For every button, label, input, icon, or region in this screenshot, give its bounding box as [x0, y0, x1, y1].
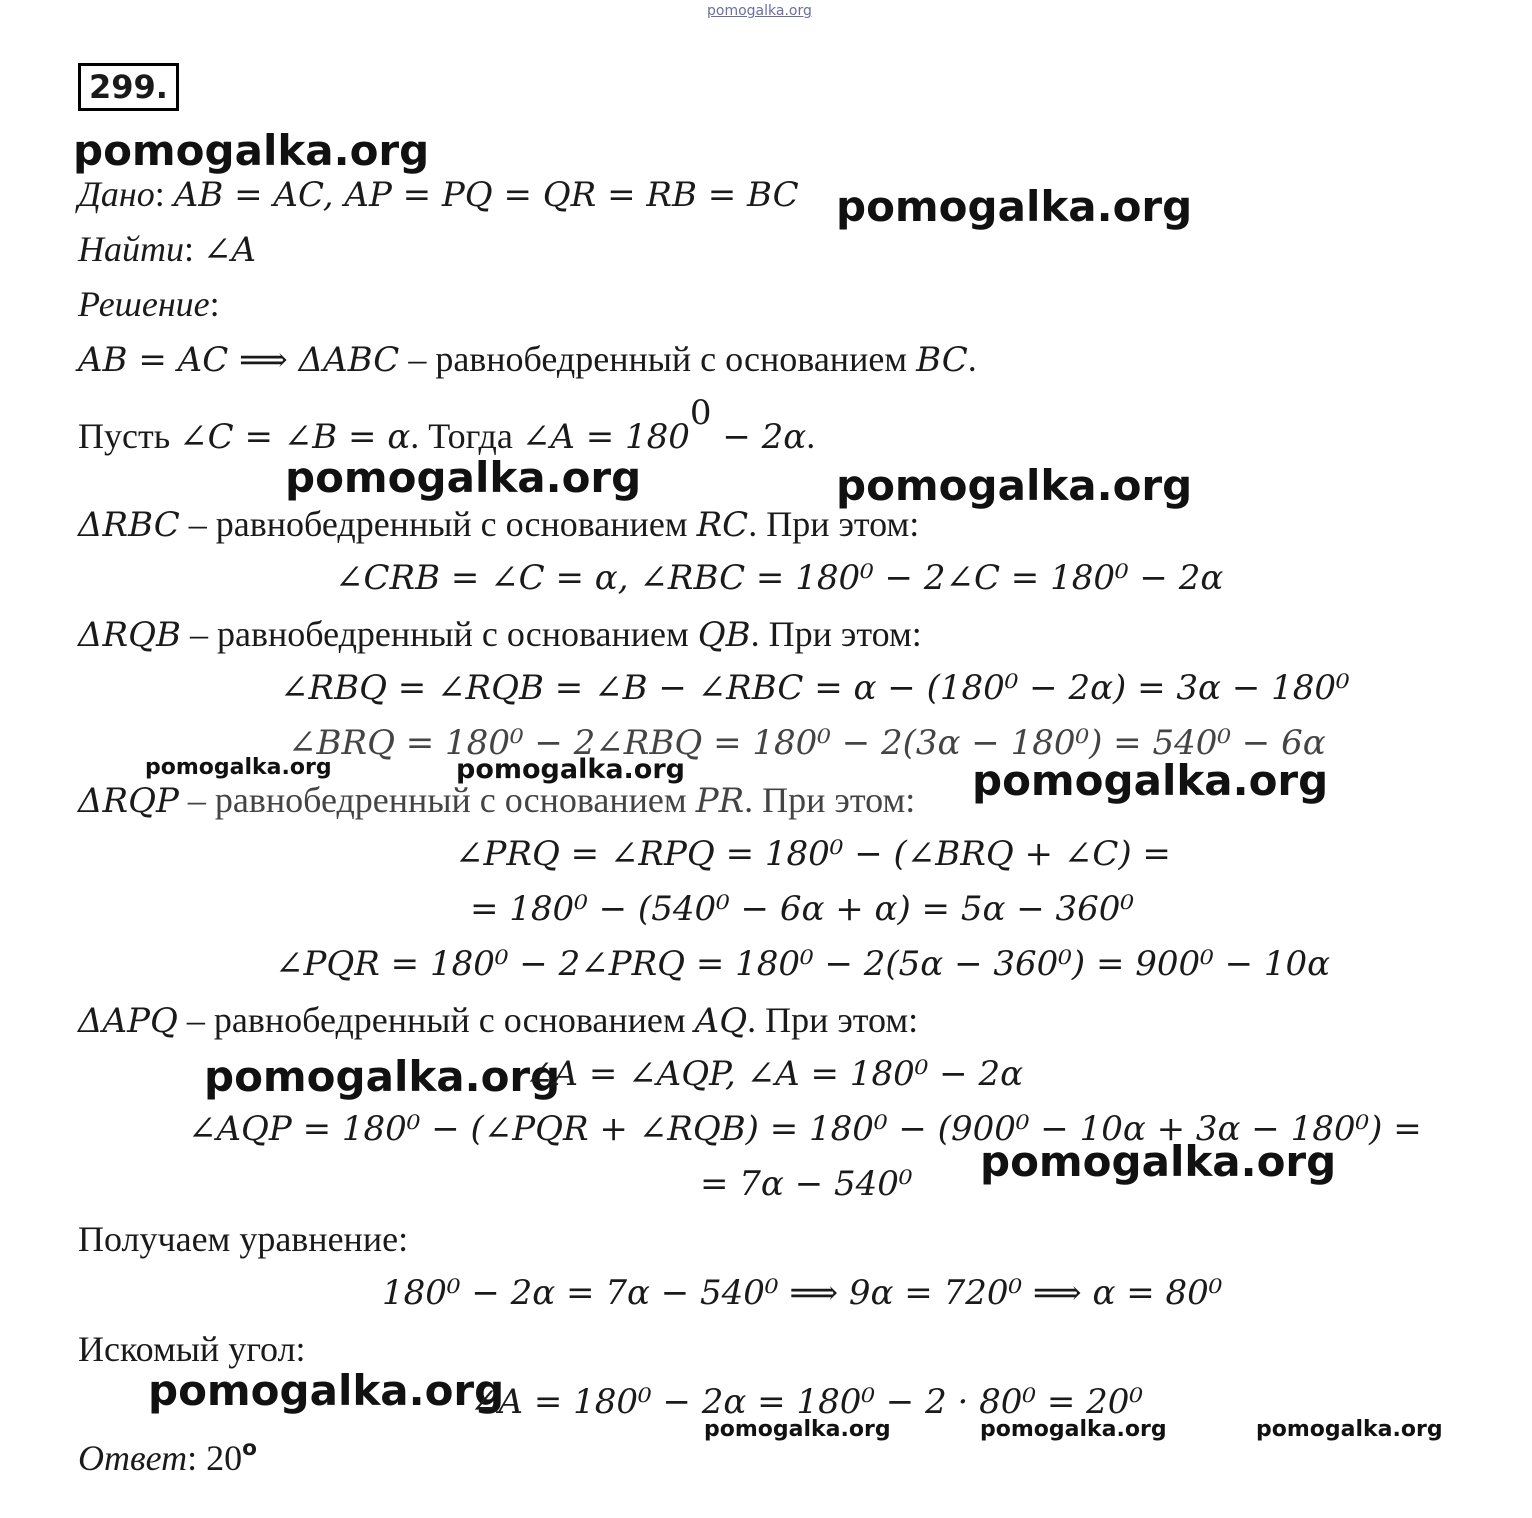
find-colon: :: [184, 229, 195, 269]
equation-9: = 7α − 540⁰: [700, 1164, 913, 1204]
find-line: [78, 229, 257, 270]
watermark: pomogalka.org: [1256, 1417, 1443, 1442]
rbc-base: RC: [696, 505, 749, 545]
solution-line: [78, 286, 220, 322]
answer-value: 20: [206, 1438, 243, 1478]
given-expr: AB = AC, AP = PQ = QR = RB = BC: [173, 175, 799, 215]
rbc-end: . При этом:: [748, 504, 920, 544]
apq-base: AQ: [694, 1001, 748, 1041]
equation-7: ∠A = ∠AQP, ∠A = 180⁰ − 2α: [525, 1054, 1024, 1094]
let-m1: ∠C = ∠B = α: [179, 416, 411, 457]
apq-math: ΔAPQ: [78, 1001, 178, 1041]
find-expr: ∠A: [203, 230, 257, 270]
abc-math: AB = AC ⟹ ΔABC: [78, 340, 400, 380]
equation-5: = 180⁰ − (540⁰ − 6α + α) = 5α − 360⁰: [470, 889, 1135, 929]
given-line: [78, 174, 799, 215]
rbc-line: [78, 504, 920, 545]
apq-end: . При этом:: [747, 1000, 919, 1040]
let-t1: Пусть: [78, 415, 180, 456]
watermark: pomogalka.org: [285, 453, 642, 502]
equation-label: Получаем уравнение:: [78, 1219, 409, 1259]
let-t2: . Тогда: [410, 415, 522, 456]
find-label: Найти: [78, 229, 184, 269]
let-m3: − 2α: [711, 416, 807, 457]
rqp-math: ΔRQP: [78, 781, 179, 821]
watermark: pomogalka.org: [145, 755, 332, 780]
rqb-line: [78, 614, 922, 655]
watermark: pomogalka.org: [148, 1366, 505, 1415]
rbc-text: – равнобедренный с основанием: [179, 504, 697, 544]
watermark: pomogalka.org: [980, 1137, 1337, 1186]
equation-11: ∠A = 180⁰ − 2α = 180⁰ − 2 · 80⁰ = 20⁰: [470, 1382, 1144, 1422]
problem-number: 299.: [78, 63, 179, 111]
abc-text: – равнобедренный с основанием: [399, 339, 917, 379]
watermark-top: pomogalka.org: [707, 3, 812, 19]
answer-label: Ответ: [78, 1438, 188, 1478]
given-label: Дано: [78, 174, 155, 214]
solution-label: Решение: [78, 284, 210, 324]
rqb-base: QB: [697, 615, 751, 655]
apq-line: [78, 1000, 919, 1041]
angle-label: Искомый угол:: [78, 1329, 306, 1369]
rqb-end: . При этом:: [750, 614, 922, 654]
equation-8: ∠AQP = 180⁰ − (∠PQR + ∠RQB) = 180⁰ − (900⁰ − 10α + 3α − 180⁰) =: [188, 1109, 1422, 1149]
abc-base: BC: [916, 340, 968, 380]
abc-line: [78, 339, 977, 380]
equation-4: ∠PRQ = ∠RPQ = 180⁰ − (∠BRQ + ∠C) =: [455, 834, 1171, 874]
abc-end: .: [967, 339, 977, 379]
watermark: pomogalka.org: [704, 1417, 891, 1442]
equation-3: ∠BRQ = 180⁰ − 2∠RBQ = 180⁰ − 2(3α − 180⁰) = 540⁰ − 6α: [288, 723, 1326, 763]
rqp-end: . При этом:: [744, 780, 916, 820]
apq-text: – равнобедренный с основанием: [177, 1000, 695, 1040]
watermark: pomogalka.org: [836, 461, 1193, 510]
answer-line: [78, 1435, 257, 1478]
watermark: pomogalka.org: [972, 756, 1329, 805]
rqp-base: PR: [695, 781, 745, 821]
let-line: [78, 393, 816, 457]
given-colon: :: [154, 174, 165, 214]
solution-colon: :: [209, 284, 220, 324]
equation-1: ∠CRB = ∠C = α, ∠RBC = 180⁰ − 2∠C = 180⁰ − 2α: [335, 558, 1224, 598]
watermark: pomogalka.org: [73, 126, 430, 175]
let-m2: ∠A = 180: [521, 416, 690, 457]
let-sup: 0: [689, 393, 712, 433]
equation-10: 180⁰ − 2α = 7α − 540⁰ ⟹ 9α = 720⁰ ⟹ α = 80⁰: [382, 1273, 1223, 1313]
let-end: .: [806, 415, 816, 456]
watermark: pomogalka.org: [456, 754, 685, 785]
equation-2: ∠RBQ = ∠RQB = ∠B − ∠RBC = α − (180⁰ − 2α) = 3α − 180⁰: [280, 668, 1350, 708]
answer-degree: o: [242, 1435, 257, 1461]
rqp-line: [78, 780, 916, 821]
rqp-text: – равнобедренный с основанием: [178, 780, 696, 820]
rqb-math: ΔRQB: [78, 615, 182, 655]
rqb-text: – равнобедренный с основанием: [181, 614, 698, 654]
answer-colon: :: [187, 1438, 198, 1478]
rbc-math: ΔRBC: [78, 505, 180, 545]
equation-6: ∠PQR = 180⁰ − 2∠PRQ = 180⁰ − 2(5α − 360⁰) = 900⁰ − 10α: [275, 944, 1331, 984]
watermark: pomogalka.org: [980, 1417, 1167, 1442]
watermark: pomogalka.org: [836, 182, 1193, 231]
watermark: pomogalka.org: [204, 1052, 561, 1101]
